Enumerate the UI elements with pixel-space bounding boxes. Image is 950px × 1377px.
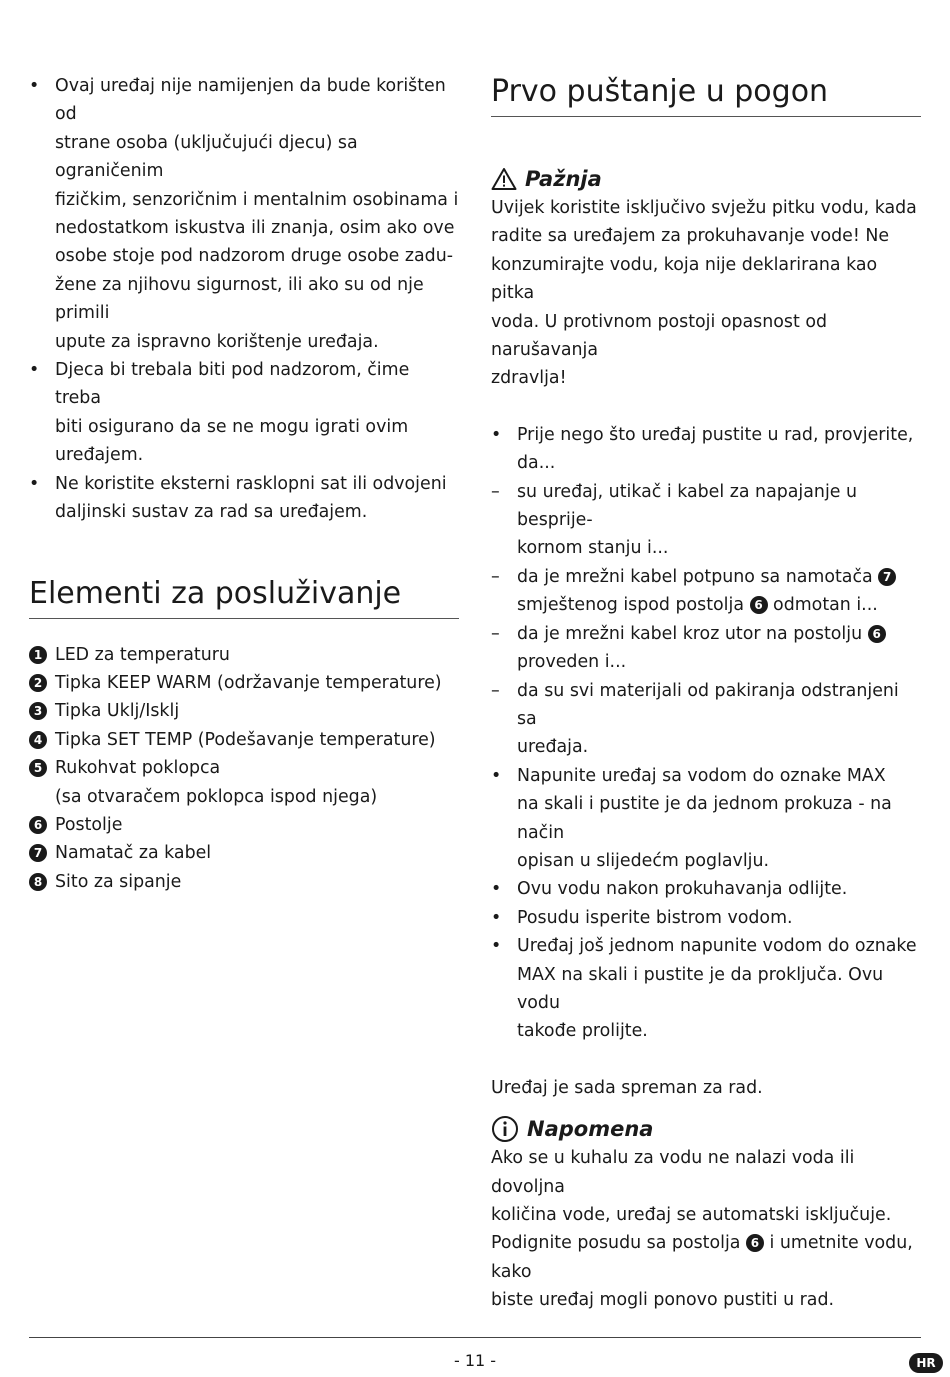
step-item (491, 421, 921, 478)
footer-divider (29, 1337, 921, 1338)
text-line: Djeca bi trebala biti pod nadzorom, čime treba (55, 360, 410, 409)
text-run: Podignite posudu sa postolja (491, 1233, 746, 1254)
text-line: nedostatkom iskustva ili znanja, osim ako ove (55, 218, 455, 239)
warning-icon (491, 167, 517, 191)
text-line (491, 1144, 921, 1201)
text-line: konzumirajte vodu, koja nije deklarirana kao pitka (491, 254, 878, 304)
text-line: (sa otvaračem poklopca ispod njega) (55, 786, 378, 807)
note-heading (491, 1114, 921, 1144)
text-run: Posudu isperite bistrom vodom. (517, 907, 793, 928)
step-item (491, 762, 921, 876)
text-line: Tipka SET TEMP (Podešavanje temperature) (55, 729, 436, 750)
text-line: radite sa uređajem za prokuhavanje vode! Ne (491, 226, 890, 247)
step-item (491, 677, 921, 762)
text-line: LED za temperaturu (55, 644, 230, 665)
text-line: Ne koristite eksterni rasklopni sat ili odvojeni (55, 473, 447, 494)
text-line (517, 677, 921, 734)
element-number-badge: 3 (29, 702, 47, 720)
text-line: Tipka KEEP WARM (održavanje temperature) (55, 672, 442, 693)
text-run: uređaja. (517, 737, 589, 758)
element-number-badge: 4 (29, 731, 47, 749)
step-marker: – (491, 566, 500, 587)
bullet-item (29, 72, 459, 356)
bullet-item (29, 470, 459, 527)
text-run: takođe prolijte. (517, 1021, 648, 1042)
text-line (517, 563, 921, 591)
element-item (29, 868, 459, 896)
text-line: fizičkim, senzoričnim i mentalnim osobinama i (55, 189, 459, 210)
text-line (517, 904, 921, 932)
text-run: Napunite uređaj sa vodom do oznake MAX (517, 765, 886, 786)
text-line (491, 1286, 921, 1314)
element-number-badge: 2 (29, 674, 47, 692)
safety-bullet-list (29, 72, 459, 527)
section-title-first-use: Prvo puštanje u pogon (491, 72, 921, 117)
element-item (29, 641, 459, 669)
element-item (29, 839, 459, 867)
element-number-badge: 5 (29, 759, 47, 777)
bullet-marker: • (29, 360, 40, 381)
step-marker: • (491, 879, 502, 900)
text-line: Sito za sipanje (55, 871, 182, 892)
ready-text: Uređaj je sada spreman za rad. (491, 1077, 763, 1098)
reference-number-badge: 6 (750, 596, 768, 614)
text-line (517, 534, 921, 562)
step-marker: – (491, 680, 500, 701)
text-run: Uređaj još jednom napunite vodom do oznake (517, 936, 917, 957)
text-line: Namatač za kabel (55, 843, 212, 864)
element-item (29, 811, 459, 839)
text-line: Postolje (55, 814, 123, 835)
text-line (517, 847, 921, 875)
step-item (491, 620, 921, 677)
text-line: žene za njihovu sigurnost, ili ako su od nje primili (55, 274, 424, 324)
text-line (517, 875, 921, 903)
text-run: opisan u slijedećm poglavlju. (517, 850, 770, 871)
text-line (491, 1201, 921, 1229)
text-run: da je mrežni kabel kroz utor na postolju (517, 623, 868, 644)
step-item (491, 563, 921, 620)
text-run: na skali i pustite je da jednom prokuza - na način (517, 794, 892, 843)
step-item (491, 478, 921, 563)
left-column (29, 72, 459, 896)
step-item (491, 875, 921, 903)
warning-title: Pažnja (525, 167, 602, 191)
text-line (517, 790, 921, 847)
element-number-badge: 7 (29, 844, 47, 862)
step-marker: • (491, 936, 502, 957)
text-run: da su svi materijali od pakiranja odstranjeni sa (517, 680, 899, 729)
text-run: kornom stanju i... (517, 538, 669, 559)
step-marker: – (491, 481, 500, 502)
text-line (517, 932, 921, 960)
warning-text (491, 194, 921, 393)
text-line: upute za ispravno korištenje uređaja. (55, 331, 379, 352)
text-line (517, 478, 921, 535)
text-line (517, 961, 921, 1018)
note-text (491, 1144, 921, 1314)
step-item (491, 904, 921, 932)
language-badge: HR (909, 1353, 943, 1373)
text-line (517, 762, 921, 790)
warning-heading (491, 164, 921, 194)
element-item (29, 669, 459, 697)
element-item (29, 726, 459, 754)
text-line: voda. U protivnom postoji opasnost od narušavanja (491, 311, 827, 361)
text-line (517, 421, 921, 449)
text-run: MAX na skali i pustite je da proključa. Ovu vodu (517, 964, 884, 1013)
bullet-marker: • (29, 473, 40, 494)
text-run: su uređaj, utikač i kabel za napajanje u besprije- (517, 481, 858, 531)
text-line (517, 648, 921, 676)
text-line: Uvijek koristite isključivo svježu pitku vodu, kada (491, 198, 917, 218)
text-run: Ovu vodu nakon prokuhavanja odlijte. (517, 879, 848, 900)
text-line (517, 733, 921, 761)
reference-number-badge: 6 (746, 1234, 764, 1252)
text-run: Prije nego što uređaj pustite u rad, provjerite, (517, 424, 914, 445)
step-marker: – (491, 623, 500, 644)
text-line (517, 591, 921, 619)
text-run: odmotan i... (767, 595, 878, 616)
text-run: smještenog ispod postolja (517, 595, 750, 616)
text-line: uređajem. (55, 445, 144, 466)
text-line: Rukohvat poklopca (55, 758, 221, 779)
element-item (29, 697, 459, 725)
text-line (517, 1017, 921, 1045)
element-number-badge: 1 (29, 646, 47, 664)
element-number-badge: 8 (29, 873, 47, 891)
element-number-badge: 6 (29, 816, 47, 834)
text-line: biti osigurano da se ne mogu igrati ovim (55, 416, 409, 437)
right-column (491, 72, 921, 1315)
text-run: količina vode, uređaj se automatski isključuje. (491, 1205, 892, 1225)
text-run: i umetnite vodu, kako (491, 1233, 913, 1282)
page-number: - 11 - (453, 1351, 497, 1370)
bullet-item (29, 356, 459, 470)
text-line: zdravlja! (491, 368, 567, 389)
elements-list (29, 641, 459, 897)
text-line: osobe stoje pod nadzorom druge osobe zadu- (55, 246, 453, 267)
text-run: proveden i... (517, 652, 627, 673)
step-marker: • (491, 424, 502, 445)
info-icon (491, 1115, 519, 1143)
text-line: daljinski sustav za rad sa uređajem. (55, 502, 368, 523)
text-line: Tipka Uklj/Isklj (55, 701, 180, 722)
text-run: biste uređaj mogli ponovo pustiti u rad. (491, 1290, 835, 1311)
bullet-marker: • (29, 76, 40, 96)
element-item (29, 754, 459, 811)
section-title-elements: Elementi za posluživanje (29, 574, 459, 619)
step-marker: • (491, 907, 502, 928)
reference-number-badge: 7 (878, 568, 896, 586)
text-line: Ovaj uređaj nije namijenjen da bude korišten od (55, 76, 446, 125)
text-line (517, 620, 921, 648)
text-run: da je mrežni kabel potpuno sa namotača (517, 566, 879, 587)
note-title: Napomena (527, 1117, 654, 1142)
text-line (491, 1229, 921, 1286)
step-item (491, 932, 921, 1046)
text-run: Ako se u kuhalu za vodu ne nalazi voda ili dovoljna (491, 1148, 855, 1197)
text-line (517, 449, 921, 477)
text-run: da... (517, 453, 556, 474)
reference-number-badge: 6 (868, 625, 886, 643)
step-marker: • (491, 765, 502, 786)
text-line: strane osoba (uključujući djecu) sa ograničenim (55, 132, 358, 182)
steps-list (491, 421, 921, 1046)
